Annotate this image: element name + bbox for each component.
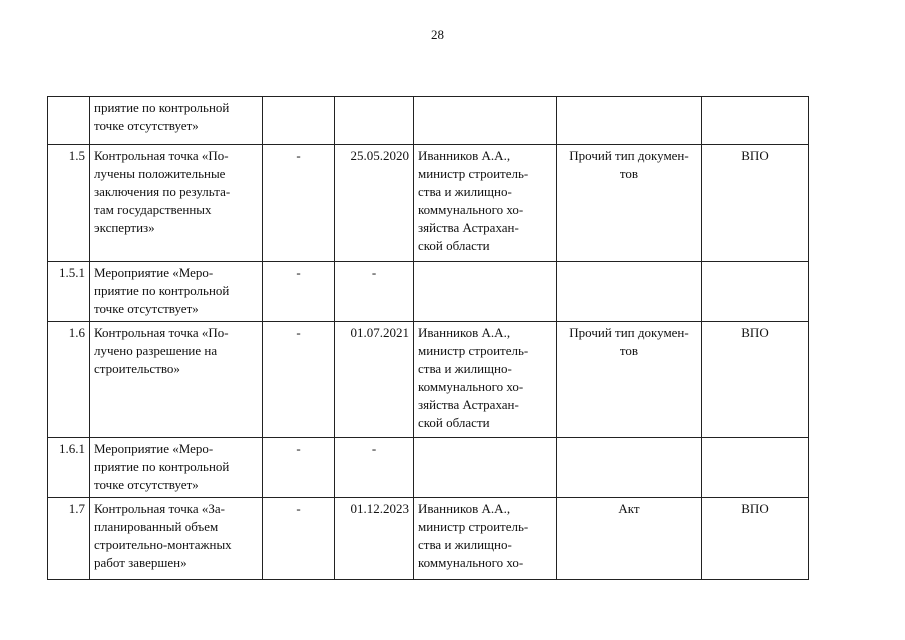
row-system: ВПО	[702, 145, 809, 262]
row-system	[702, 262, 809, 322]
row-number	[48, 97, 90, 145]
row-doc-type: Прочий тип докумен- тов	[557, 145, 702, 262]
row-date: -	[335, 262, 414, 322]
row-system	[702, 438, 809, 498]
row-number: 1.7	[48, 498, 90, 580]
control-points-table	[47, 96, 809, 580]
row-date: 25.05.2020	[335, 145, 414, 262]
table-row	[48, 498, 809, 580]
row-system	[702, 97, 809, 145]
row-name: Мероприятие «Меро- приятие по контрольной точке отсутствует»	[90, 438, 263, 498]
row-name: Контрольная точка «За- планированный объем строительно-монтажных работ завершен»	[90, 498, 263, 580]
row-responsible	[414, 262, 557, 322]
row-date: 01.07.2021	[335, 322, 414, 438]
row-number: 1.5.1	[48, 262, 90, 322]
row-name: Контрольная точка «По- лучены положительные заключения по результа- там государственных экспертиз»	[90, 145, 263, 262]
row-plan: -	[263, 262, 335, 322]
row-plan: -	[263, 438, 335, 498]
row-system: ВПО	[702, 498, 809, 580]
row-number: 1.5	[48, 145, 90, 262]
row-date	[335, 97, 414, 145]
row-responsible: Иванников А.А., министр строитель- ства и жилищно- коммунального хо- зяйства Астрахан- ской области	[414, 145, 557, 262]
row-doc-type	[557, 97, 702, 145]
row-responsible	[414, 97, 557, 145]
row-system: ВПО	[702, 322, 809, 438]
row-plan: -	[263, 498, 335, 580]
table-row	[48, 145, 809, 262]
row-date: -	[335, 438, 414, 498]
row-doc-type	[557, 262, 702, 322]
row-doc-type	[557, 438, 702, 498]
row-name: приятие по контрольной точке отсутствует»	[90, 97, 263, 145]
row-responsible	[414, 438, 557, 498]
row-number: 1.6.1	[48, 438, 90, 498]
row-responsible: Иванников А.А., министр строитель- ства и жилищно- коммунального хо-	[414, 498, 557, 580]
row-responsible: Иванников А.А., министр строитель- ства и жилищно- коммунального хо- зяйства Астрахан- ской области	[414, 322, 557, 438]
table-row	[48, 97, 809, 145]
row-doc-type: Прочий тип докумен- тов	[557, 322, 702, 438]
page-number: 28	[431, 27, 444, 42]
row-doc-type: Акт	[557, 498, 702, 580]
table-row	[48, 322, 809, 438]
row-number: 1.6	[48, 322, 90, 438]
table-row	[48, 438, 809, 498]
row-name: Мероприятие «Меро- приятие по контрольной точке отсутствует»	[90, 262, 263, 322]
row-date: 01.12.2023	[335, 498, 414, 580]
row-name: Контрольная точка «По- лучено разрешение на строительство»	[90, 322, 263, 438]
row-plan: -	[263, 322, 335, 438]
row-plan	[263, 97, 335, 145]
row-plan: -	[263, 145, 335, 262]
table-row	[48, 262, 809, 322]
